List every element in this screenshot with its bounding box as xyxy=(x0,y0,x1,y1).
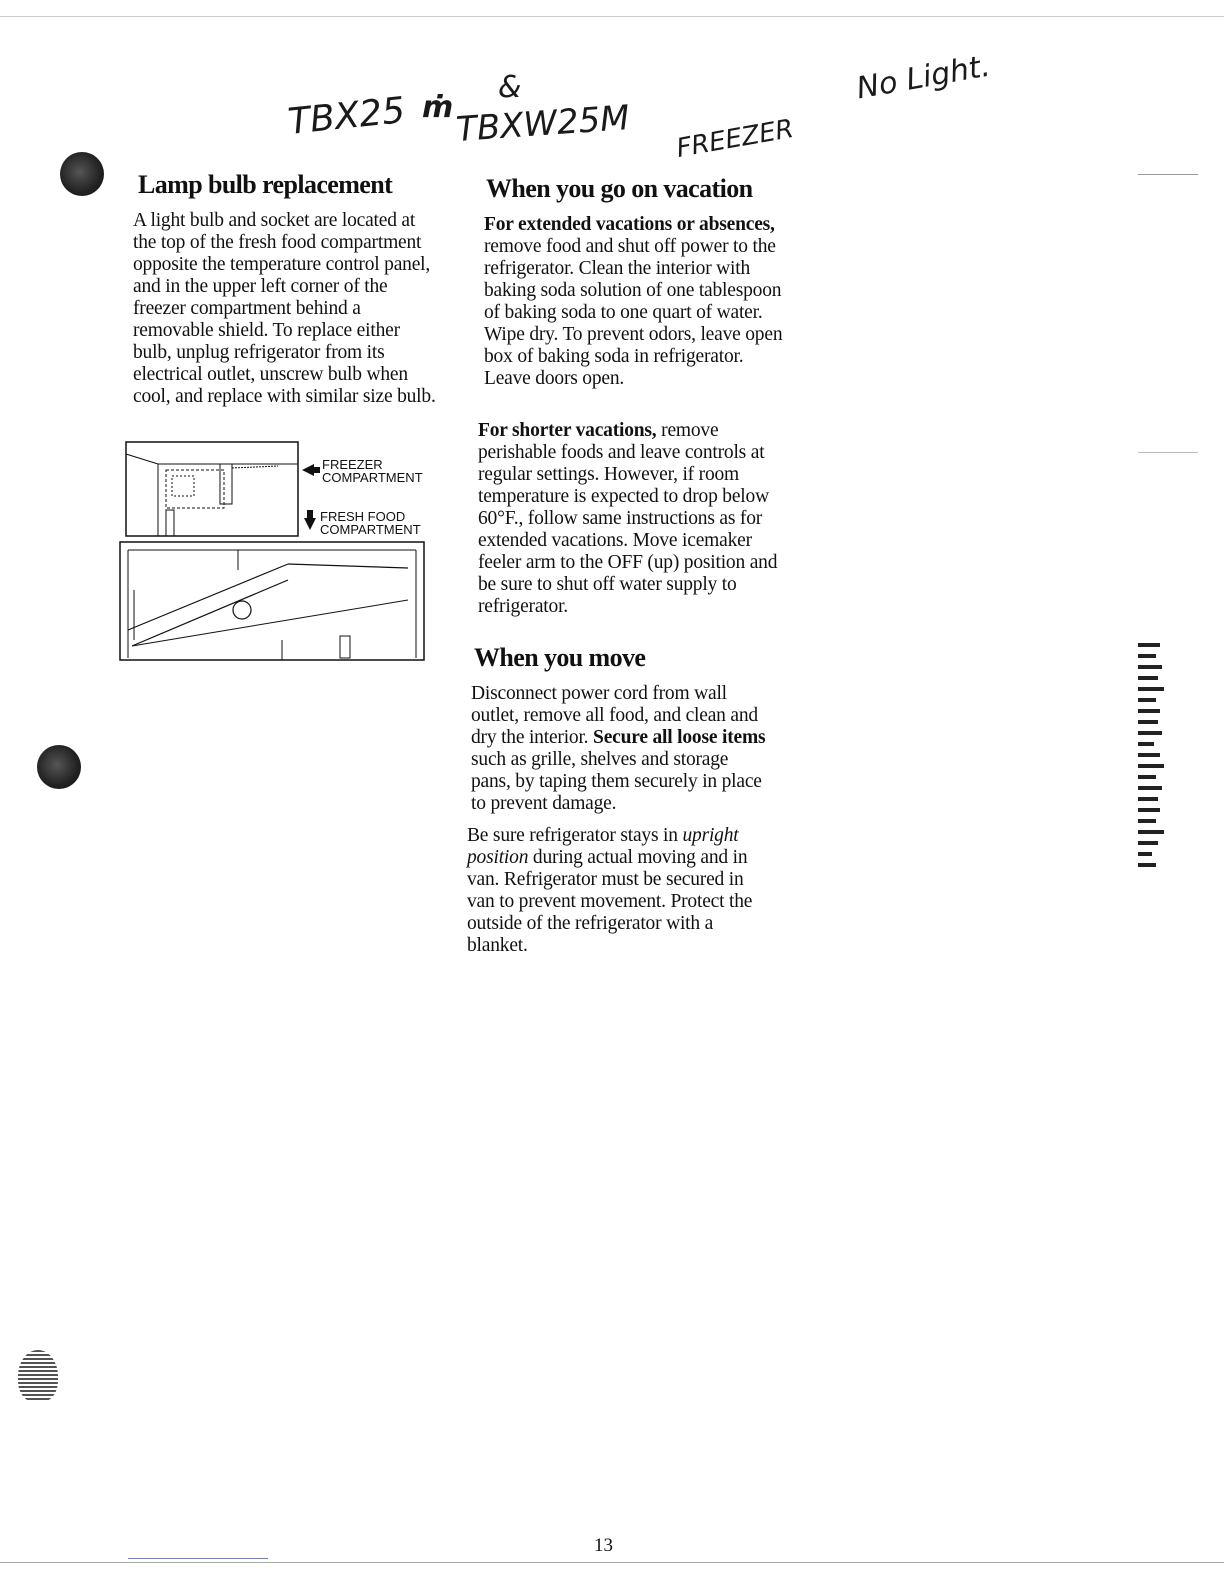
handwritten-freezer: FREEZER xyxy=(674,113,796,165)
move-p2-end: during actual moving and in van. Refrigerator must be secured in van to prevent movement. Protect the outside of the refrigerator with a blanket. xyxy=(467,847,753,956)
scan-right-line-2 xyxy=(1138,452,1198,453)
lamp-heading: Lamp bulb replacement xyxy=(138,170,393,199)
move-p2-start: Be sure refrigerator stays in xyxy=(467,825,683,846)
vacation-p1-rest: remove food and shut off power to the refrigerator. Clean the interior with baking soda solution of one tablespoon of baking soda to one quart of water. Wipe dry. To prevent odors, leave open box of baking soda in refrigerator. Leave doors open. xyxy=(484,236,783,389)
lamp-diagram xyxy=(118,440,438,664)
fresh-food-compartment-label: FRESH FOOD COMPARTMENT xyxy=(320,509,421,537)
punch-hole-middle xyxy=(37,745,81,789)
vacation-heading: When you go on vacation xyxy=(486,174,753,203)
scan-edge-marks xyxy=(1138,643,1178,874)
vacation-paragraph-1 xyxy=(484,214,784,390)
scan-bottom-line xyxy=(0,1562,1224,1563)
page-number: 13 xyxy=(594,1535,613,1556)
move-heading: When you move xyxy=(474,643,646,672)
handwritten-model-2: TBXW25M xyxy=(454,97,631,151)
scan-right-line xyxy=(1138,174,1198,175)
handwritten-model-1: TBX25 xyxy=(286,89,407,144)
freezer-compartment-label: FREEZER COMPARTMENT xyxy=(322,457,423,485)
vacation-p2-rest: remove perishable foods and leave controls at regular settings. However, if room temperature is expected to drop below 60°F., follow same instructions as for extended vacations. Move icemaker feeler arm to the OFF (up) position and be sure to shut off water supply to refrigerator. xyxy=(478,420,778,617)
vacation-p2-bold: For shorter vacations, xyxy=(478,420,657,441)
handwritten-ampersand: & xyxy=(498,70,522,105)
move-p2-italic: upright position xyxy=(467,825,739,868)
scan-bottom-blue-line xyxy=(128,1558,268,1559)
move-p1-bold: Secure all loose items xyxy=(593,727,766,748)
punch-hole-top xyxy=(60,152,104,196)
handwritten-strike: ṁ xyxy=(422,90,454,125)
move-paragraph-2 xyxy=(467,825,771,957)
punch-hole-bottom-partial xyxy=(18,1350,58,1402)
move-paragraph-1 xyxy=(471,683,769,815)
scan-top-line xyxy=(0,16,1224,17)
vacation-paragraph-2 xyxy=(478,420,778,618)
vacation-p1-bold: For extended vacations or absences, xyxy=(484,214,775,235)
move-p1-end: such as grille, shelves and storage pans, by taping them securely in place to prevent damage. xyxy=(471,749,762,814)
move-p1-start: Disconnect power cord from wall outlet, remove all food, and clean and dry the interior. xyxy=(471,683,758,748)
handwritten-no-light: No Light. xyxy=(853,48,993,107)
lamp-paragraph: A light bulb and socket are located at the top of the fresh food compartment opposite the temperature control panel, and in the upper left corner of the freezer compartment behind a removable shield. To replace either bulb, unplug refrigerator from its electrical outlet, unscrew bulb when cool, and replace with similar size bulb. xyxy=(133,210,436,407)
